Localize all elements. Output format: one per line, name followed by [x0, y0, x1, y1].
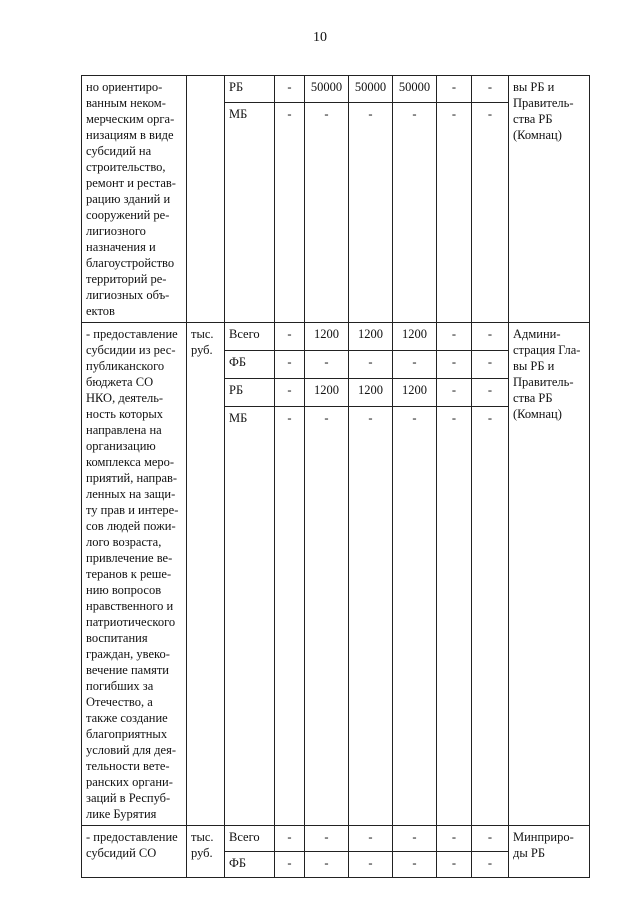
- value-cell: -: [472, 852, 509, 878]
- value-cell: -: [472, 103, 509, 323]
- value-cell: -: [275, 852, 305, 878]
- value-cell: 1200: [349, 323, 393, 351]
- measure-description: - предоставление субсидий СО: [82, 826, 187, 878]
- value-cell: -: [472, 826, 509, 852]
- unit-cell: тыс. руб.: [187, 323, 225, 826]
- responsible-executor: Админи- страция Гла- вы РБ и Правитель- ства РБ (Комнац): [509, 323, 590, 826]
- value-cell: -: [393, 103, 437, 323]
- measure-description: но ориентиро- ванным неком- мерческим орга- низациям в виде субсидий на строительство, ремонт и рестав- рацию зданий и сооружений ре- лигиозного назначения и благоустройство территорий ре- лигиозных объ- ектов: [82, 76, 187, 323]
- value-cell: -: [437, 826, 472, 852]
- funding-source: ФБ: [225, 350, 275, 378]
- value-cell: -: [437, 852, 472, 878]
- funding-source: Всего: [225, 323, 275, 351]
- value-cell: -: [472, 406, 509, 825]
- value-cell: -: [305, 350, 349, 378]
- value-cell: -: [275, 350, 305, 378]
- table-row: [82, 76, 590, 103]
- value-cell: -: [349, 406, 393, 825]
- funding-source: МБ: [225, 103, 275, 323]
- value-cell: 1200: [393, 378, 437, 406]
- table-row: [82, 323, 590, 351]
- table-row: [82, 826, 590, 852]
- value-cell: -: [305, 103, 349, 323]
- value-cell: 1200: [305, 323, 349, 351]
- value-cell: -: [349, 103, 393, 323]
- funding-source: РБ: [225, 76, 275, 103]
- value-cell: -: [275, 826, 305, 852]
- value-cell: -: [393, 350, 437, 378]
- measure-description: - предоставление субсидии из рес- публиканского бюджета СО НКО, деятель- ность которых направлена на организацию комплекса меро- приятий, направ- ленных на защи- ту прав и интере- сов людей пожи- лого возраста, привлечение ве- теранов к реше- нию вопросов нравственного и патриотического воспитания граждан, увеко- вечение памяти погибших за Отечество, а также создание благоприятных условий для дея- тельности вете- ранских органи- заций в Респуб- лике Бурятия: [82, 323, 187, 826]
- value-cell: -: [437, 323, 472, 351]
- value-cell: -: [349, 852, 393, 878]
- value-cell: 50000: [305, 76, 349, 103]
- value-cell: -: [437, 103, 472, 323]
- value-cell: -: [472, 76, 509, 103]
- value-cell: -: [275, 103, 305, 323]
- value-cell: -: [472, 378, 509, 406]
- value-cell: 1200: [305, 378, 349, 406]
- value-cell: -: [437, 350, 472, 378]
- page-number: 10: [313, 30, 327, 45]
- funding-source: МБ: [225, 406, 275, 825]
- funding-source: ФБ: [225, 852, 275, 878]
- value-cell: -: [349, 826, 393, 852]
- responsible-executor: Минприро- ды РБ: [509, 826, 590, 878]
- responsible-executor: вы РБ и Правитель- ства РБ (Комнац): [509, 76, 590, 323]
- value-cell: -: [305, 852, 349, 878]
- funding-source: РБ: [225, 378, 275, 406]
- value-cell: -: [437, 378, 472, 406]
- value-cell: -: [393, 826, 437, 852]
- unit-cell: [187, 76, 225, 323]
- unit-cell: тыс. руб.: [187, 826, 225, 878]
- value-cell: -: [305, 406, 349, 825]
- value-cell: -: [305, 826, 349, 852]
- value-cell: 50000: [393, 76, 437, 103]
- value-cell: -: [472, 350, 509, 378]
- value-cell: -: [275, 76, 305, 103]
- value-cell: -: [393, 406, 437, 825]
- value-cell: -: [393, 852, 437, 878]
- value-cell: -: [437, 406, 472, 825]
- value-cell: -: [472, 323, 509, 351]
- value-cell: -: [275, 406, 305, 825]
- value-cell: -: [437, 76, 472, 103]
- value-cell: 1200: [393, 323, 437, 351]
- value-cell: -: [275, 378, 305, 406]
- value-cell: -: [275, 323, 305, 351]
- value-cell: -: [349, 350, 393, 378]
- value-cell: 1200: [349, 378, 393, 406]
- program-table: [81, 75, 590, 878]
- value-cell: 50000: [349, 76, 393, 103]
- funding-source: Всего: [225, 826, 275, 852]
